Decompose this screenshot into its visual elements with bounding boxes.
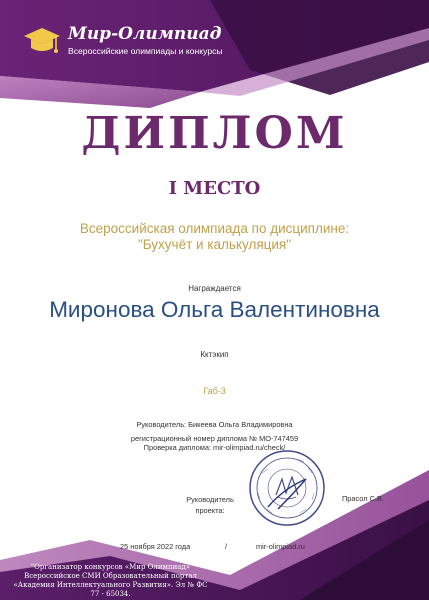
footer-line-2: Всероссийское СМИ Образовательный портал: [24, 572, 197, 580]
group-label: Габ-3: [203, 386, 226, 396]
website-label: mir-olimpiad.ru: [256, 542, 305, 551]
place-label: I МЕСТО: [168, 178, 261, 199]
awarded-label: Награждается: [188, 284, 241, 293]
olympiad-line-1: Всероссийская олимпиада по дисциплине:: [79, 221, 350, 236]
footer-info: [8, 563, 213, 599]
logo: [22, 22, 232, 62]
project-head-name: Прасол С.В.: [342, 494, 384, 503]
diploma-title: ДИПЛОМ: [81, 108, 348, 159]
footer-line-3: «Академия Интеллектуального Развития». Эл № ФС 77 - 65034.: [13, 581, 208, 598]
registration-number: регистрационный номер диплома № МО-747459: [130, 434, 299, 443]
seal-stamp: [248, 449, 326, 527]
footer-line-1: "Организатор конкурсов «Мир Олимпиад»: [30, 563, 191, 571]
olympiad-line-2: "Бухучёт и калькуляция": [137, 237, 292, 252]
graduation-cap-icon: [22, 24, 62, 60]
logo-title: Мир-Олимпиад: [68, 24, 222, 44]
recipient-name: Миронова Ольга Валентиновна: [49, 297, 380, 322]
olympiad-description: [0, 221, 429, 253]
project-head-label: Руководитель проекта:: [186, 495, 234, 515]
verification-link: Проверка диплома: mir-olimpiad.ru/check/: [143, 443, 286, 452]
logo-subtitle: Всероссийские олимпиады и конкурсы: [68, 46, 223, 56]
date-separator: /: [225, 542, 228, 551]
supervisor: Руководитель: Бикеева Ольга Владимировна: [136, 420, 293, 429]
diploma-date: 25 ноября 2022 года: [120, 542, 191, 551]
organization: Кктэкип: [200, 350, 229, 359]
